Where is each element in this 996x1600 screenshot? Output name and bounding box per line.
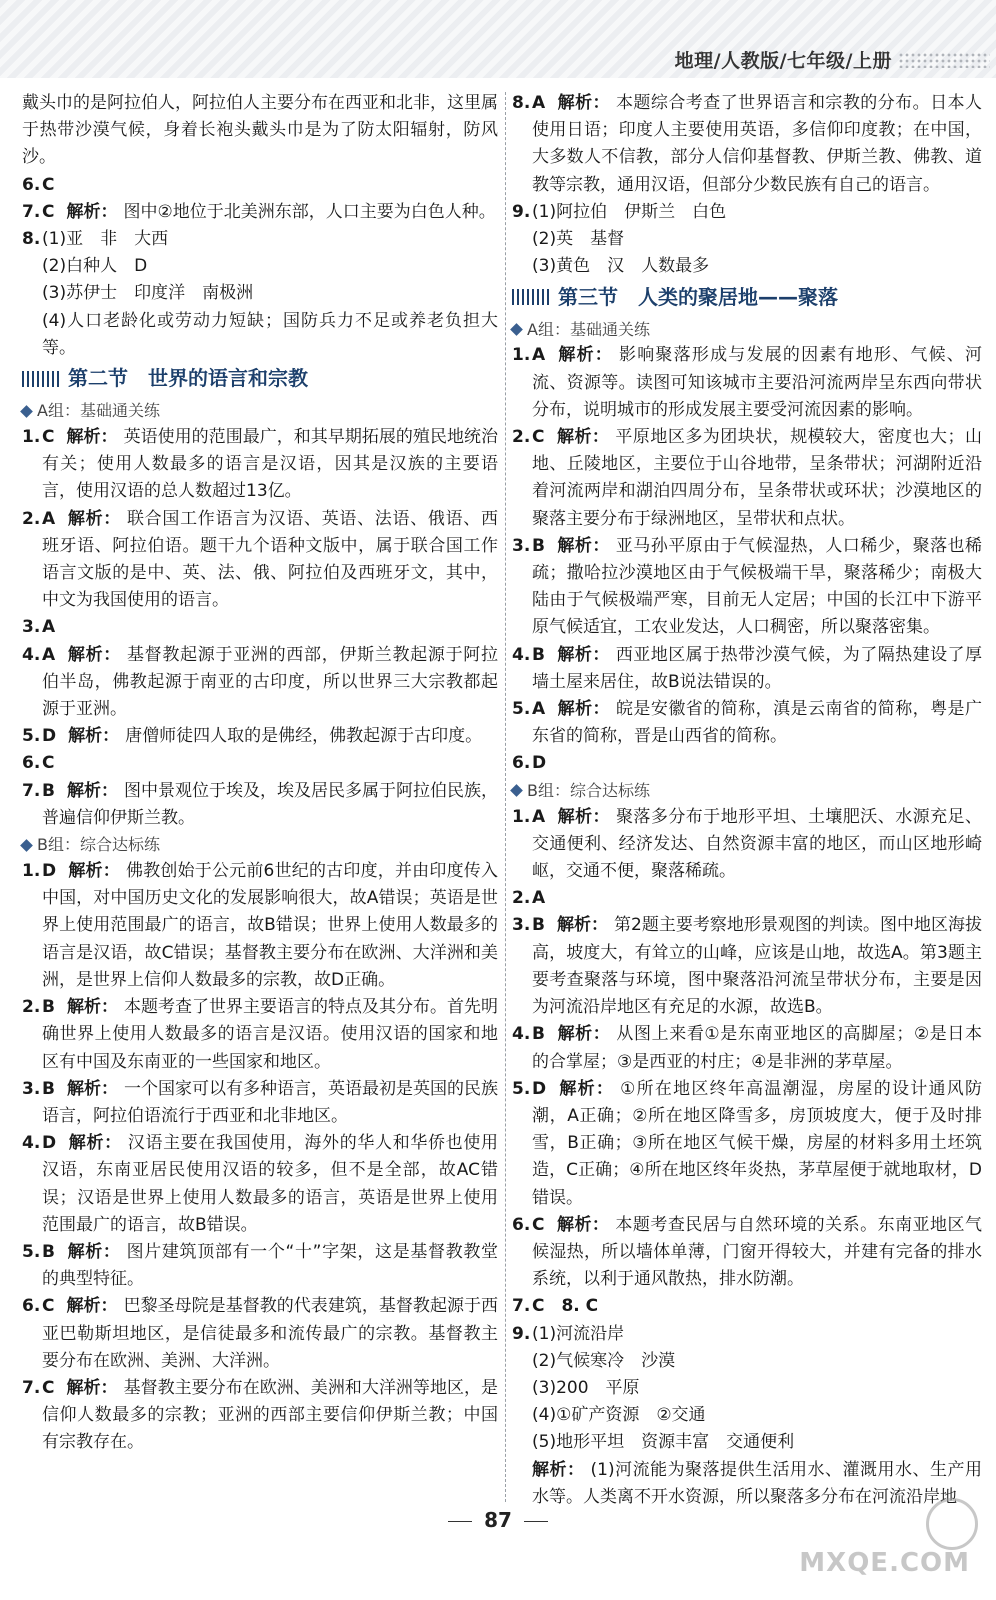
answer-choice: C (42, 427, 55, 448)
explanation-text: 图中②地位于北美洲东部，人口主要为白色人种。 (123, 201, 496, 222)
question-number: 1. (22, 427, 41, 448)
sub-answer-line: (4)①矿产资源 ②交通 (532, 1405, 706, 1426)
answer-item (22, 199, 498, 226)
explanation-label: 解析： (66, 997, 118, 1018)
explanation-text: 西亚地区属于热带沙漠气候，为了隔热建设了厚墙土屋来居住，故B说法错误的。 (532, 644, 983, 692)
explanation-text: 第2题主要考察地形景观图的判读。图中地区海拔高，坡度大，有耸立的山峰，应该是山地，故选A。第3题主要考查聚落与环境，图中聚落沿河流呈带状分布，主要是因为河流沿岸地区有充足的水源，故选B。 (532, 915, 983, 1018)
question-number: 7. (22, 201, 41, 222)
answer-item (22, 172, 498, 199)
question-number: 5. (512, 1078, 531, 1099)
explanation-label: 解析： (66, 1078, 118, 1099)
explanation-label: 解析： (557, 699, 610, 720)
answer-item (22, 723, 498, 750)
answer-choice: C 8. C (532, 1296, 599, 1317)
explanation-label: 解析： (66, 427, 118, 448)
question-number: 8. (22, 229, 41, 250)
explanation-label: 解析： (556, 915, 609, 936)
answer-item (512, 1293, 982, 1320)
answer-choice: D (42, 861, 57, 882)
book-title: 地理/人教版/七年级/上册 (674, 50, 892, 72)
explanation-label: 解析： (557, 806, 610, 827)
answer-item (22, 506, 498, 615)
answer-choice: A (532, 806, 546, 827)
question-number: 2. (22, 508, 41, 529)
group-heading (22, 832, 498, 858)
answer-choice: D (532, 753, 547, 774)
answer-choice: D (42, 1133, 57, 1154)
answer-item (512, 1321, 982, 1348)
sub-answer-line: (2)气候寒冷 沙漠 (532, 1350, 676, 1371)
answer-item (512, 424, 982, 533)
watermark-logo (799, 1498, 978, 1578)
answer-choice: C (532, 427, 545, 448)
sub-answer-line: (4)人口老龄化或劳动力短缺；国防兵力不足或养老负担大等。 (42, 310, 498, 358)
question-number: 4. (512, 644, 531, 665)
explanation-text: 英语使用的范围最广，和其早期拓展的殖民地统治有关；使用人数最多的语言是汉语，因其是汉族的主要语言，使用汉语的总人数超过13亿。 (42, 427, 499, 502)
question-number: 9. (512, 201, 531, 222)
explanation-text: 从图上来看①是东南亚地区的高脚屋；②是日本的合掌屋；③是西亚的村庄；④是非洲的茅草屋。 (532, 1024, 983, 1072)
question-number: 9. (512, 1323, 531, 1344)
diamond-icon (510, 323, 523, 336)
group-title: A组：基础通关练 (37, 401, 160, 421)
section-bar-icon (22, 371, 60, 387)
question-number: 1. (512, 806, 531, 827)
answer-item (512, 199, 982, 226)
question-number: 3. (22, 1078, 41, 1099)
answer-item (512, 90, 982, 199)
answer-choice: B (532, 644, 545, 665)
question-number: 6. (22, 174, 41, 195)
explanation-text: (1)亚 非 大西 (42, 229, 169, 250)
answer-item (512, 1076, 982, 1212)
answer-choice: B (42, 997, 55, 1018)
answer-choice: A (42, 644, 56, 665)
diamond-icon (20, 405, 33, 418)
explanation-text: 巴黎圣母院是基督教的代表建筑，基督教起源于西亚巴勒斯坦地区，是信徒最多和流传最广的宗教。基督教主要分布在欧洲、美洲、大洋洲。 (42, 1296, 499, 1371)
answer-item (22, 994, 498, 1076)
explanation-text: 汉语主要在我国使用，海外的华人和华侨也使用汉语，东南亚居民使用汉语的较多，但不是全部，故AC错误；汉语是世界上使用人数最多的语言，英语是世界上使用范围最广的语言，故B错误。 (42, 1133, 499, 1235)
section-title: 第三节 人类的聚居地——聚落 (558, 284, 838, 309)
sub-answer-line: (5)地形平坦 资源丰富 交通便利 (532, 1432, 795, 1453)
explanation-text: 基督教主要分布在欧洲、美洲和大洋洲等地区，是信仰人数最多的宗教；亚洲的西部主要信仰伊斯兰教；中国有宗教存在。 (42, 1377, 499, 1453)
question-number: 6. (22, 753, 41, 774)
watermark-text: MXQE.COM (799, 1548, 970, 1578)
group-heading (22, 398, 498, 424)
answer-item (512, 750, 982, 777)
explanation-text: 唐僧师徒四人取的是佛经，佛教起源于古印度。 (125, 726, 483, 747)
answer-choice: B (42, 1241, 55, 1262)
explanation-label: 解析： (556, 535, 610, 556)
explanation-label: 解析： (556, 1024, 611, 1045)
explanation-label: 解析： (67, 644, 121, 665)
answer-item (512, 696, 982, 750)
question-number: 6. (22, 1296, 41, 1317)
watermark-circle-icon (926, 1498, 978, 1550)
right-column (512, 90, 982, 1511)
question-number: 4. (22, 1133, 41, 1154)
answer-choice: B (532, 1024, 545, 1045)
left-column (22, 90, 498, 1457)
explanation-text: (1)河流沿岸 (532, 1323, 625, 1344)
explanation-label: 解析： (532, 1459, 585, 1480)
explanation-text: (1)阿拉伯 伊斯兰 白色 (532, 201, 727, 222)
question-number: 5. (22, 726, 41, 747)
explanation-label: 解析： (68, 1133, 122, 1154)
sub-answer-line: (3)苏伊士 印度洋 南极洲 (42, 283, 254, 304)
answer-item (22, 778, 498, 832)
question-number: 1. (512, 345, 531, 366)
explanation-text: 图片建筑顶部有一个“十”字架，这是基督教教堂的典型特征。 (42, 1241, 498, 1290)
answer-choice: D (42, 726, 57, 747)
question-number: 7. (22, 780, 41, 801)
explanation-label: 解析： (66, 1241, 121, 1262)
question-number: 6. (512, 1214, 531, 1235)
explanation-label: 解析： (68, 861, 120, 882)
section-heading (512, 282, 982, 312)
explanation-text: 联合国工作语言为汉语、英语、法语、俄语、西班牙语、阿拉伯语。题干九个语种文版中，属于联合国工作语言文版的是中、英、法、俄、阿拉伯及西班牙文，其中，中文为我国使用的语言。 (42, 508, 499, 611)
answer-item (512, 1021, 982, 1075)
answer-choice: B (532, 915, 545, 936)
answer-choice: B (532, 535, 545, 556)
section-bar-icon (512, 289, 550, 305)
question-number: 5. (22, 1241, 41, 1262)
answer-choice: C (42, 1377, 55, 1398)
group-title: B组：综合达标练 (527, 781, 650, 801)
answer-item (22, 1239, 498, 1293)
explanation-label: 解析： (556, 644, 610, 665)
explanation-text: (1)河流能为聚落提供生活用水、灌溉用水、生产用水等。人类离不开水资源，所以聚落多分布在河流沿岸地 (532, 1459, 982, 1507)
question-number: 3. (22, 617, 41, 638)
question-number: 7. (512, 1296, 531, 1317)
answer-item (512, 342, 982, 424)
explanation-label: 解析： (557, 345, 614, 366)
answer-choice: C (42, 174, 55, 195)
page-number: 87 (484, 1508, 512, 1532)
answer-choice: A (532, 345, 546, 366)
question-number: 8. (512, 93, 531, 113)
explanation-text: 基督教起源于亚洲的西部，伊斯兰教起源于阿拉伯半岛，佛教起源于南亚的古印度，所以世界三大宗教都起源于亚洲。 (42, 644, 499, 720)
answer-choice: A (532, 699, 546, 720)
column-divider (505, 92, 506, 1502)
question-number: 1. (22, 861, 41, 882)
answer-item (22, 424, 498, 506)
explanation-label: 解析： (68, 726, 120, 747)
explanation-text: 戴头巾的是阿拉伯人，阿拉伯人主要分布在西亚和北非，这里属于热带沙漠气候，身着长袍头戴头巾是为了防太阳辐射，防风沙。 (22, 93, 498, 168)
sub-answer-line: (2)英 基督 (532, 229, 625, 250)
answer-item (22, 1130, 498, 1239)
explanation-label: 解析： (66, 780, 118, 801)
group-heading (512, 778, 982, 804)
explanation-label: 解析： (558, 1078, 615, 1099)
answer-item (22, 858, 498, 994)
explanation-label: 解析： (67, 508, 121, 529)
answer-choice: A (532, 888, 546, 909)
answer-choice: A (42, 617, 56, 638)
answer-choice: B (42, 1078, 55, 1099)
explanation-text: 本题考查了世界主要语言的特点及其分布。首先明确世界上使用人数最多的语言是汉语。使用汉语的国家和地区有中国及东南亚的一些国家和地区。 (42, 997, 499, 1072)
answer-item (22, 642, 498, 724)
explanation-text: 本题综合考查了世界语言和宗教的分布。日本人使用日语；印度人主要使用英语，多信仰印度教；在中国，大多数人不信教，部分人信仰基督教、伊斯兰教、佛教、道教等宗教，通用汉语，但部分少数民族有自己的语言。 (532, 93, 983, 195)
question-number: 5. (512, 699, 531, 720)
answer-choice: C (42, 753, 55, 774)
explanation-label: 解析： (66, 1377, 118, 1398)
question-number: 4. (512, 1024, 531, 1045)
explanation-text: 平原地区多为团块状，规模较大，密度也大；山地、丘陵地区，主要位于山谷地带，呈条带状；河湖附近沿着河流两岸和湖泊四周分布，呈条带状或环状；沙漠地区的聚落主要分布于绿洲地区，呈带状和点状。 (532, 427, 983, 529)
section-heading (22, 364, 498, 394)
explanation-label: 解析： (66, 201, 118, 222)
header-dot-pattern (898, 52, 990, 68)
explanation-label: 解析： (556, 1214, 610, 1235)
explanation-text: ①所在地区终年高温潮湿，房屋的设计通风防潮，A正确；②所在地区降雪多，房顶坡度大，便于及时排雪，B正确；③所在地区气候干燥，房屋的材料多用土坯筑造，C正确；④所在地区终年炎热，茅草屋便于就地取材，D错误。 (532, 1078, 982, 1208)
explanation-text: 聚落多分布于地形平坦、土壤肥沃、水源充足、交通便利、经济发达、自然资源丰富的地区，而山区地形崎岖，交通不便，聚落稀疏。 (532, 806, 983, 882)
explanation-text: 影响聚落形成与发展的因素有地形、气候、河流、资源等。读图可知该城市主要沿河流两岸呈东西向带状分布，说明城市的形成发展主要受河流因素的影响。 (532, 345, 983, 420)
answer-choice: C (42, 201, 55, 222)
answer-item (512, 1212, 982, 1294)
sub-answer-line: (2)白种人 D (42, 256, 148, 277)
explanation-text: 本题考查民居与自然环境的关系。东南亚地区气候湿热，所以墙体单薄，门窗开得较大，并建有完备的排水系统，以利于通风散热，排水防潮。 (532, 1214, 983, 1290)
question-number: 2. (512, 888, 531, 909)
question-number: 2. (22, 997, 41, 1018)
sub-answer-line: (3)200 平原 (532, 1377, 640, 1398)
explanation-label: 解析： (557, 93, 610, 113)
question-number: 6. (512, 753, 531, 774)
explanation-text: 亚马孙平原由于气候湿热，人口稀少，聚落也稀疏；撒哈拉沙漠地区由于气候极端干旱，聚落稀少；南极大陆由于气候极端严寒，目前无人定居；中国的长江中下游平原气候适宜，工农业发达，人口稠密，所以聚落密集。 (532, 535, 983, 638)
answer-choice: A (42, 508, 56, 529)
question-number: 3. (512, 535, 531, 556)
question-number: 7. (22, 1377, 41, 1398)
answer-item (22, 226, 498, 253)
answer-item (512, 885, 982, 912)
answer-choice: D (532, 1078, 547, 1099)
answer-item (22, 1076, 498, 1130)
diamond-icon (20, 839, 33, 852)
diamond-icon (510, 784, 523, 797)
explanation-label: 解析： (66, 1296, 118, 1317)
section-title: 第二节 世界的语言和宗教 (68, 366, 308, 391)
answer-item (512, 912, 982, 1021)
answer-item (512, 642, 982, 696)
answer-choice: B (42, 780, 55, 801)
answer-item (22, 750, 498, 777)
answer-item (22, 1375, 498, 1457)
answer-item (22, 90, 498, 172)
sub-answer-line: (3)黄色 汉 人数最多 (532, 256, 710, 277)
answer-choice: A (532, 93, 546, 113)
answer-item (22, 1293, 498, 1375)
explanation-text: 佛教创始于公元前6世纪的古印度，并由印度传入中国，对中国历史文化的发展影响很大，故A错误；英语是世界上使用范围最广的语言，故B错误；世界上使用人数最多的语言是汉语，故C错误；基督教主要分布在欧洲、大洋洲和美洲，是世界上信仰人数最多的宗教，故D正确。 (42, 861, 498, 990)
question-number: 2. (512, 427, 531, 448)
explanation-text: 图中景观位于埃及，埃及居民多属于阿拉伯民族，普遍信仰伊斯兰教。 (42, 780, 499, 828)
explanation-label: 解析： (556, 427, 610, 448)
answer-item (512, 533, 982, 642)
answer-item (22, 614, 498, 641)
answer-choice: C (532, 1214, 545, 1235)
answer-choice: C (42, 1296, 55, 1317)
explanation-text: 一个国家可以有多种语言，英语最初是英国的民族语言，阿拉伯语流行于西亚和北非地区。 (42, 1078, 499, 1126)
answer-item (512, 804, 982, 886)
explanation-text: 皖是安徽省的简称，滇是云南省的简称，粤是广东省的简称，晋是山西省的简称。 (532, 699, 983, 747)
group-title: B组：综合达标练 (37, 835, 160, 855)
question-number: 3. (512, 915, 531, 936)
question-number: 4. (22, 644, 41, 665)
group-title: A组：基础通关练 (527, 319, 650, 339)
group-heading (512, 316, 982, 342)
